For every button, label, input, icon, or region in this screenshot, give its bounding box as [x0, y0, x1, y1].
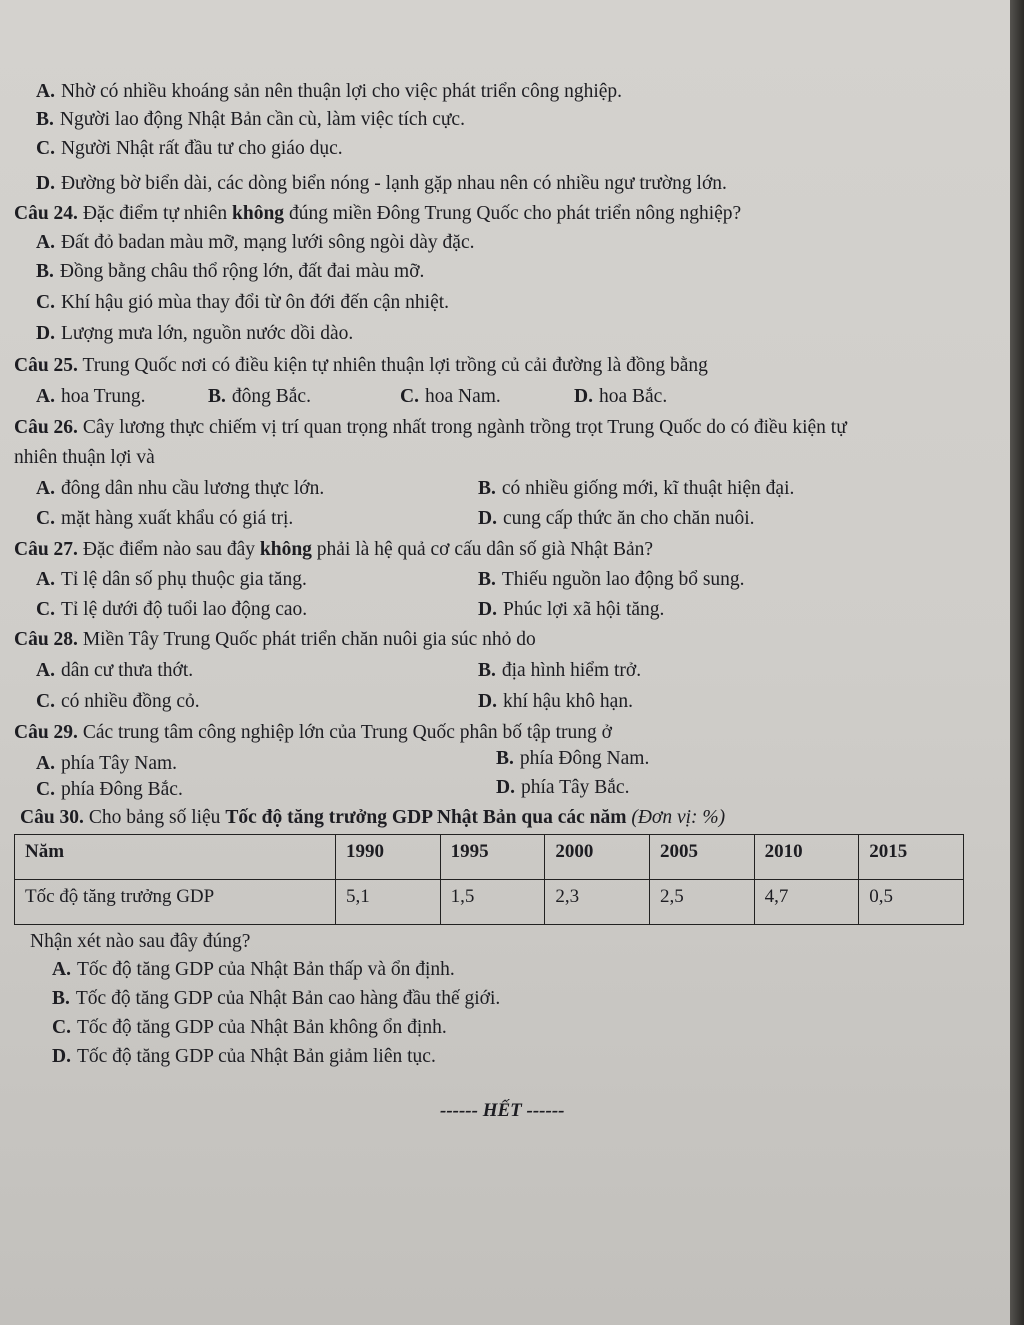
option-text: có nhiều giống mới, kĩ thuật hiện đại.: [501, 478, 795, 499]
q29-option-b: [496, 747, 649, 771]
table-row: [15, 880, 964, 925]
table-header-cell: 2010: [754, 835, 859, 880]
table-header-cell: 1990: [336, 835, 441, 880]
q26-option-d: [478, 507, 755, 531]
question-label: Câu 25.: [14, 355, 78, 376]
q30-option-b: [52, 987, 500, 1011]
table-header-row: [15, 835, 964, 880]
stem-text: Các trung tâm công nghiệp lớn của Trung Quốc phân bố tập trung ở: [82, 722, 612, 743]
q24-option-d: [36, 322, 353, 346]
option-text: Đất đỏ badan màu mỡ, mạng lưới sông ngòi dày đặc.: [60, 232, 475, 253]
q29-option-c: [36, 778, 183, 802]
option-letter: C.: [400, 386, 419, 407]
question-label: Câu 30.: [20, 807, 84, 828]
question-label: Câu 28.: [14, 629, 78, 650]
stem-text: Trung Quốc nơi có điều kiện tự nhiên thuận lợi trồng củ cải đường là đồng bằng: [82, 355, 708, 376]
q26-option-a: [36, 477, 324, 501]
option-text: Nhờ có nhiều khoáng sản nên thuận lợi cho việc phát triển công nghiệp.: [60, 81, 623, 102]
option-letter: A.: [52, 959, 71, 980]
stem-text: phải là hệ quả cơ cấu dân số già Nhật Bản?: [316, 539, 654, 560]
option-text: Tốc độ tăng GDP của Nhật Bản không ổn định.: [76, 1017, 447, 1038]
stem-text: Miền Tây Trung Quốc phát triển chăn nuôi gia súc nhỏ do: [82, 629, 536, 650]
option-text: cung cấp thức ăn cho chăn nuôi.: [502, 508, 755, 529]
stem-text: Đặc điểm tự nhiên: [82, 203, 228, 224]
option-text: khí hậu khô hạn.: [502, 691, 633, 712]
option-letter: B.: [208, 386, 226, 407]
q26-stem: [14, 416, 847, 440]
option-letter: D.: [478, 691, 497, 712]
q29-stem: [14, 721, 612, 745]
q24-option-a: [36, 231, 475, 255]
table-header-cell: 1995: [440, 835, 545, 880]
q25-option-b: [208, 385, 311, 409]
option-text: Người Nhật rất đầu tư cho giáo dục.: [60, 138, 343, 159]
q30-option-c: [52, 1016, 447, 1040]
table-header-cell: 2005: [649, 835, 754, 880]
q25-stem: [14, 354, 708, 378]
table-cell: 2,3: [545, 880, 650, 925]
option-text: Tỉ lệ dân số phụ thuộc gia tăng.: [60, 569, 307, 590]
option-letter: C.: [36, 508, 55, 529]
option-letter: D.: [478, 508, 497, 529]
option-letter: C.: [36, 691, 55, 712]
option-letter: B.: [478, 478, 496, 499]
option-letter: C.: [36, 779, 55, 800]
option-text: Người lao động Nhật Bản cần cù, làm việc tích cực.: [59, 109, 465, 130]
stem-text: Cây lương thực chiếm vị trí quan trọng nhất trong ngành trồng trọt Trung Quốc do có điều kiện tự: [82, 417, 847, 438]
page-edge-shadow: [1010, 0, 1024, 1325]
q29-option-d: [496, 776, 629, 800]
question-label: Câu 29.: [14, 722, 78, 743]
q28-option-c: [36, 690, 200, 714]
q25-option-d: [574, 385, 667, 409]
unit-label: (Đơn vị: %): [631, 807, 726, 828]
option-text: địa hình hiểm trở.: [501, 660, 642, 681]
option-text: Tốc độ tăng GDP của Nhật Bản giảm liên tục.: [76, 1046, 436, 1067]
question-label: Câu 27.: [14, 539, 78, 560]
stem-text: Cho bảng số liệu: [88, 807, 221, 828]
option-letter: A.: [36, 660, 55, 681]
option-text: Thiếu nguồn lao động bổ sung.: [501, 569, 745, 590]
q28-option-d: [478, 690, 633, 714]
option-letter: A.: [36, 569, 55, 590]
option-text: Đồng bằng châu thổ rộng lớn, đất đai màu mỡ.: [59, 261, 425, 282]
table-title: Tốc độ tăng trưởng GDP Nhật Bản qua các năm: [225, 807, 627, 828]
q30-option-d: [52, 1045, 436, 1069]
q28-stem: [14, 628, 536, 652]
option-text: Phúc lợi xã hội tăng.: [502, 599, 665, 620]
option-letter: C.: [36, 138, 55, 159]
q28-option-b: [478, 659, 641, 683]
q30-option-a: [52, 958, 455, 982]
q24-stem: [14, 202, 741, 226]
option-letter: A.: [36, 478, 55, 499]
option-text: phía Tây Bắc.: [520, 777, 630, 798]
q28-option-a: [36, 659, 193, 683]
end-marker: ------ HẾT ------: [440, 1100, 565, 1121]
q27-option-d: [478, 598, 664, 622]
option-letter: A.: [36, 232, 55, 253]
q27-option-b: [478, 568, 745, 592]
q30-question: [30, 930, 250, 954]
option-text: Tốc độ tăng GDP của Nhật Bản thấp và ổn định.: [76, 959, 455, 980]
q23-option-b: [36, 108, 465, 132]
option-letter: B.: [52, 988, 70, 1009]
option-text: mặt hàng xuất khẩu có giá trị.: [60, 508, 294, 529]
stem-emphasis: không: [232, 203, 285, 224]
option-letter: D.: [574, 386, 593, 407]
option-text: hoa Nam.: [424, 386, 501, 407]
table-cell: 5,1: [336, 880, 441, 925]
table-header-cell: 2015: [859, 835, 964, 880]
option-text: dân cư thưa thớt.: [60, 660, 194, 681]
q26-option-c: [36, 507, 293, 531]
q23-option-a: [36, 80, 622, 104]
table-cell: Tốc độ tăng trưởng GDP: [15, 880, 336, 925]
q24-option-c: [36, 291, 449, 315]
option-letter: B.: [36, 261, 54, 282]
option-letter: C.: [36, 292, 55, 313]
option-letter: D.: [478, 599, 497, 620]
option-letter: C.: [36, 599, 55, 620]
stem-text: Đặc điểm nào sau đây: [82, 539, 255, 560]
option-text: Tốc độ tăng GDP của Nhật Bản cao hàng đầu thế giới.: [75, 988, 501, 1009]
option-letter: D.: [36, 173, 55, 194]
option-letter: D.: [496, 777, 515, 798]
q25-option-a: [36, 385, 146, 409]
table-header-cell: Năm: [15, 835, 336, 880]
option-text: hoa Trung.: [60, 386, 146, 407]
table-cell: 4,7: [754, 880, 859, 925]
q23-option-c: [36, 137, 343, 161]
q27-option-a: [36, 568, 307, 592]
option-text: phía Đông Bắc.: [60, 779, 183, 800]
option-text: Đường bờ biển dài, các dòng biển nóng - lạnh gặp nhau nên có nhiều ngư trường lớn.: [60, 173, 727, 194]
q27-stem: [14, 538, 653, 562]
option-text: phía Đông Nam.: [519, 748, 650, 769]
option-letter: C.: [52, 1017, 71, 1038]
option-text: hoa Bắc.: [598, 386, 668, 407]
table-cell: 0,5: [859, 880, 964, 925]
q24-option-b: [36, 260, 424, 284]
option-letter: D.: [52, 1046, 71, 1067]
question-label: Câu 24.: [14, 203, 78, 224]
table-cell: 2,5: [649, 880, 754, 925]
q23-option-d: [36, 172, 727, 196]
table-header-cell: 2000: [545, 835, 650, 880]
option-letter: A.: [36, 81, 55, 102]
q29-option-a: [36, 752, 177, 776]
option-text: Lượng mưa lớn, nguồn nước dồi dào.: [60, 323, 354, 344]
option-letter: B.: [36, 109, 54, 130]
option-text: đông Bắc.: [231, 386, 311, 407]
q25-option-c: [400, 385, 501, 409]
question-label: Câu 26.: [14, 417, 78, 438]
option-letter: A.: [36, 386, 55, 407]
stem-emphasis: không: [259, 539, 312, 560]
stem-text: Nhận xét nào sau đây đúng?: [30, 931, 251, 952]
option-text: có nhiều đồng cỏ.: [60, 691, 200, 712]
gdp-table: [14, 834, 964, 925]
stem-text: đúng miền Đông Trung Quốc cho phát triển nông nghiệp?: [288, 203, 742, 224]
option-text: phía Tây Nam.: [60, 753, 178, 774]
option-letter: B.: [496, 748, 514, 769]
q30-stem: [20, 806, 725, 830]
q26-stem-continued: [14, 446, 155, 470]
option-letter: B.: [478, 660, 496, 681]
table-cell: 1,5: [440, 880, 545, 925]
option-letter: B.: [478, 569, 496, 590]
option-letter: A.: [36, 753, 55, 774]
q27-option-c: [36, 598, 307, 622]
option-text: đông dân nhu cầu lương thực lớn.: [60, 478, 325, 499]
option-text: Khí hậu gió mùa thay đổi từ ôn đới đến cận nhiệt.: [60, 292, 450, 313]
option-letter: D.: [36, 323, 55, 344]
q26-option-b: [478, 477, 794, 501]
option-text: Tỉ lệ dưới độ tuổi lao động cao.: [60, 599, 308, 620]
stem-text: nhiên thuận lợi và: [14, 447, 155, 468]
